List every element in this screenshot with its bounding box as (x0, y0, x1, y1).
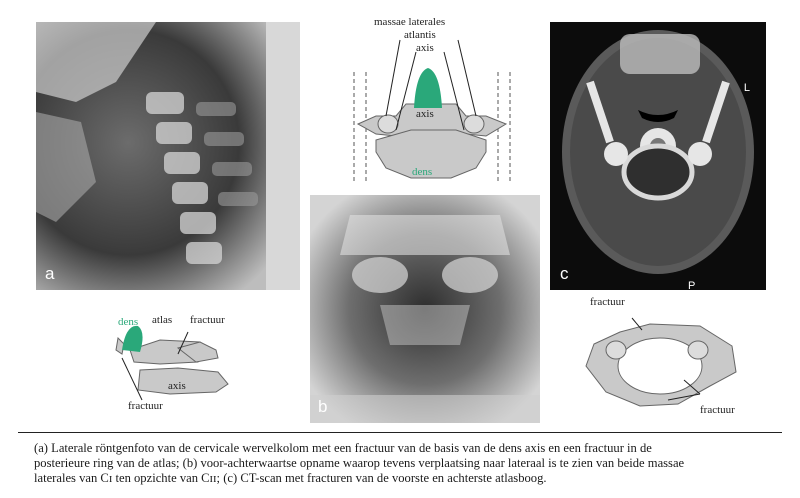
label-dens: dens (412, 166, 433, 178)
caption-line-1: (a) Laterale röntgenfoto van de cervicale wervelkolom met een fractuur van de basis van de dens axis en een fractuur in de (34, 441, 652, 455)
xray-a-image (36, 22, 300, 290)
ct-side-posterior-marker: P (688, 280, 696, 290)
diagram-bottom-right (560, 296, 760, 424)
figure-rule (18, 432, 782, 433)
label-fractuur-br-top: fractuur (590, 296, 625, 308)
panel-letter-b: b (318, 397, 328, 416)
diagram-bottom-left (100, 310, 300, 418)
label-fractuur-bl-top: fractuur (190, 314, 225, 326)
panel-letter-c: c (560, 264, 569, 283)
xray-panel-b (310, 195, 540, 423)
label-fractuur-bl-bottom: fractuur (128, 400, 163, 412)
label-dens-bl: dens (118, 316, 139, 328)
ct-panel-c (550, 22, 766, 290)
label-axis-lower: axis (416, 108, 434, 120)
ct-side-left-marker: L (743, 82, 750, 94)
xray-b-image (310, 195, 540, 423)
label-atlas: atlas (152, 314, 173, 326)
label-atlantis: atlantis (404, 29, 436, 41)
label-massae-laterales: massae laterales (374, 16, 446, 28)
figure-caption (34, 441, 774, 486)
diagram-top-center (336, 12, 526, 190)
xray-panel-a (36, 22, 300, 290)
caption-line-3: laterales van Cɪ ten opzichte van Cɪɪ; (c) CT-scan met fracturen van de voorste en achterste atlasboog. (34, 471, 547, 485)
label-fractuur-br-bottom: fractuur (700, 404, 735, 416)
label-axis-upper: axis (416, 42, 434, 54)
caption-line-2: posterieure ring van de atlas; (b) voor-achterwaartse opname waarop tevens verplaatsing naar lateraal is te zien van beide massae (34, 456, 685, 470)
label-axis-bl: axis (168, 380, 186, 392)
panel-letter-a: a (45, 264, 55, 283)
ct-c-image (550, 22, 766, 290)
